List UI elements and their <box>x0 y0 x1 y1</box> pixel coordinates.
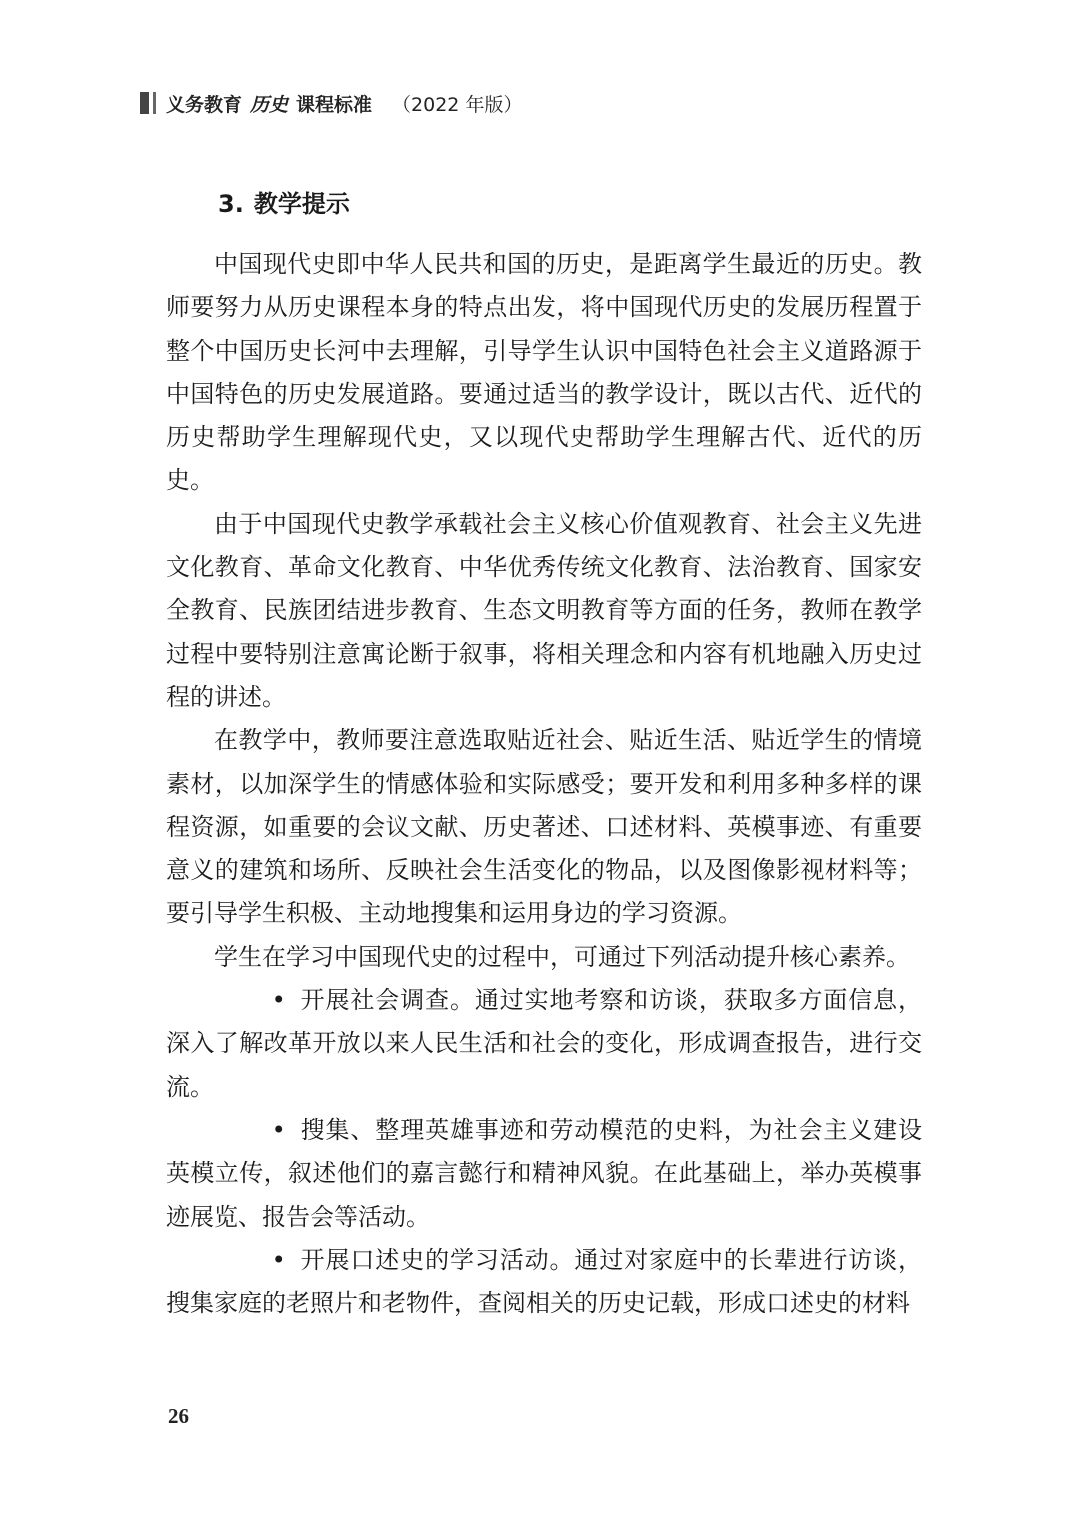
bullet-text: 搜集、整理英雄事迹和劳动模范的史料，为社会主义建设英模立传，叙述他们的嘉言懿行和精神风貌。在此基础上，举办英模事迹展览、报告会等活动。 <box>166 1115 922 1231</box>
section-number: 3. <box>218 190 244 218</box>
bullet-text: 开展社会调查。通过实地考察和访谈，获取多方面信息，深入了解改革开放以来人民生活和社会的变化，形成调查报告，进行交流。 <box>166 986 922 1101</box>
bullet-icon: • <box>271 1245 286 1274</box>
header-subject: 历史 <box>250 93 289 116</box>
paragraph: 学生在学习中国现代史的过程中，可通过下列活动提升核心素养。 <box>214 942 910 971</box>
bullet-item <box>166 979 922 1109</box>
paragraph: 在教学中，教师要注意选取贴近社会、贴近生活、贴近学生的情境素材，以加深学生的情感体验和实际感受；要开发和利用多种多样的课程资源，如重要的会议文献、历史著述、口述材料、英模事迹、有重要意义的建筑和场所、反映社会生活变化的物品，以及图像影视材料等；要引导学生积极、主动地搜集和运用身边的学习资源。 <box>166 726 922 928</box>
paragraph: 由于中国现代史教学承载社会主义核心价值观教育、社会主义先进文化教育、革命文化教育、中华优秀传统文化教育、法治教育、国家安全教育、民族团结进步教育、生态文明教育等方面的任务，教师在教学过程中要特别注意寓论断于叙事，将相关理念和内容有机地融入历史过程的讲述。 <box>166 509 922 711</box>
bullet-icon: • <box>271 1115 286 1144</box>
page-number: 26 <box>168 1404 189 1428</box>
bullet-item <box>166 1109 922 1239</box>
body-text <box>166 243 922 1325</box>
paragraph: 中国现代史即中华人民共和国的历史，是距离学生最近的历史。教师要努力从历史课程本身的特点出发，将中国现代历史的发展历程置于整个中国历史长河中去理解，引导学生认识中国特色社会主义道路源于中国特色的历史发展道路。要通过适当的教学设计，既以古代、近代的历史帮助学生理解现代史，又以现代史帮助学生理解古代、近代的历史。 <box>166 250 922 495</box>
header-edition: （2022 年版） <box>392 93 523 116</box>
header-document-title: 课程标准 <box>296 93 373 116</box>
bullet-item <box>166 1239 922 1326</box>
bullet-text: 开展口述史的学习活动。通过对家庭中的长辈进行访谈，搜集家庭的老照片和老物件，查阅相关的历史记载，形成口述史的材料 <box>166 1245 922 1318</box>
bullet-icon: • <box>271 986 286 1015</box>
header-bars-icon <box>140 92 156 114</box>
running-header <box>140 88 522 118</box>
section-title-text: 教学提示 <box>253 190 350 218</box>
section-title <box>218 184 350 219</box>
header-series-title: 义务教育 <box>166 93 243 116</box>
